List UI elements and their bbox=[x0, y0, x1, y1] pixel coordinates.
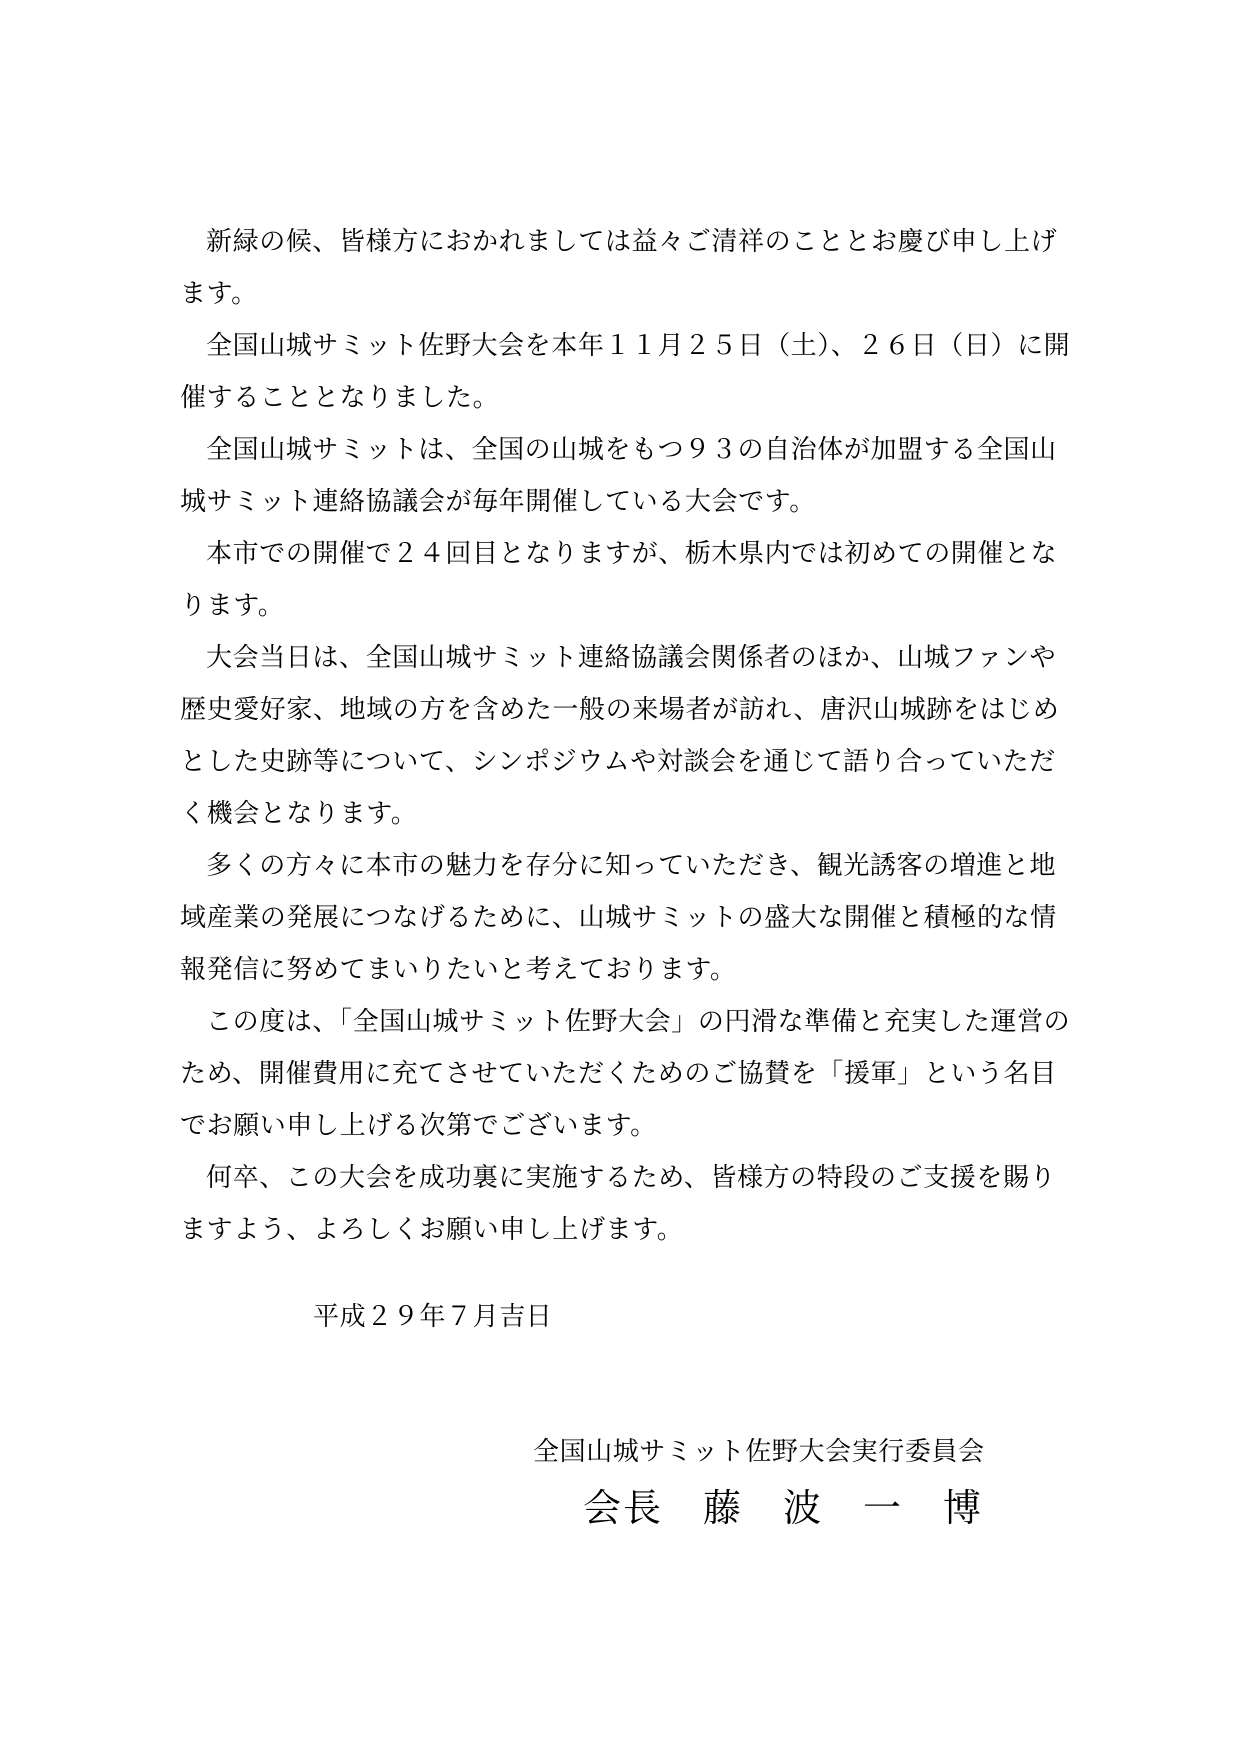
paragraph-host-history: 本市での開催で２４回目となりますが、栃木県内では初めての開催となります。 bbox=[180, 539, 1058, 621]
letter-body bbox=[180, 216, 1080, 1256]
letter-date: 平成２９年７月吉日 bbox=[313, 1302, 553, 1332]
paragraph-event-details: 大会当日は、全国山城サミット連絡協議会関係者のほか、山城ファンや歴史愛好家、地域の方を含めた一般の来場者が訪れ、唐沢山城跡をはじめとした史跡等について、シンポジウムや対談会を通じて語り合っていただく機会となります。 bbox=[180, 643, 1060, 829]
paragraph-goals: 多くの方々に本市の魅力を存分に知っていただき、観光誘客の増進と地域産業の発展につなげるために、山城サミットの盛大な開催と積極的な情報発信に努めてまいりたいと考えております。 bbox=[180, 851, 1057, 985]
paragraph-summit-description: 全国山城サミットは、全国の山城をもつ９３の自治体が加盟する全国山城サミット連絡協議会が毎年開催している大会です。 bbox=[180, 435, 1057, 517]
paragraph-closing: 何卒、この大会を成功裏に実施するため、皆様方の特段のご支援を賜りますよう、よろしくお願い申し上げます。 bbox=[180, 1163, 1057, 1245]
signatory-name: 会長 藤 波 一 博 bbox=[583, 1486, 984, 1530]
organization-name: 全国山城サミット佐野大会実行委員会 bbox=[533, 1437, 985, 1467]
paragraph-event-announcement: 全国山城サミット佐野大会を本年１１月２５日（土）、２６日（日）に開催することとなりました。 bbox=[180, 331, 1071, 413]
paragraph-sponsorship-request: この度は、「全国山城サミット佐野大会」の円滑な準備と充実した運営のため、開催費用に充てさせていただくためのご協賛を「援軍」という名目でお願い申し上げる次第でございます。 bbox=[180, 1007, 1071, 1141]
paragraph-greeting: 新緑の候、皆様方におかれましては益々ご清祥のこととお慶び申し上げます。 bbox=[180, 227, 1058, 309]
